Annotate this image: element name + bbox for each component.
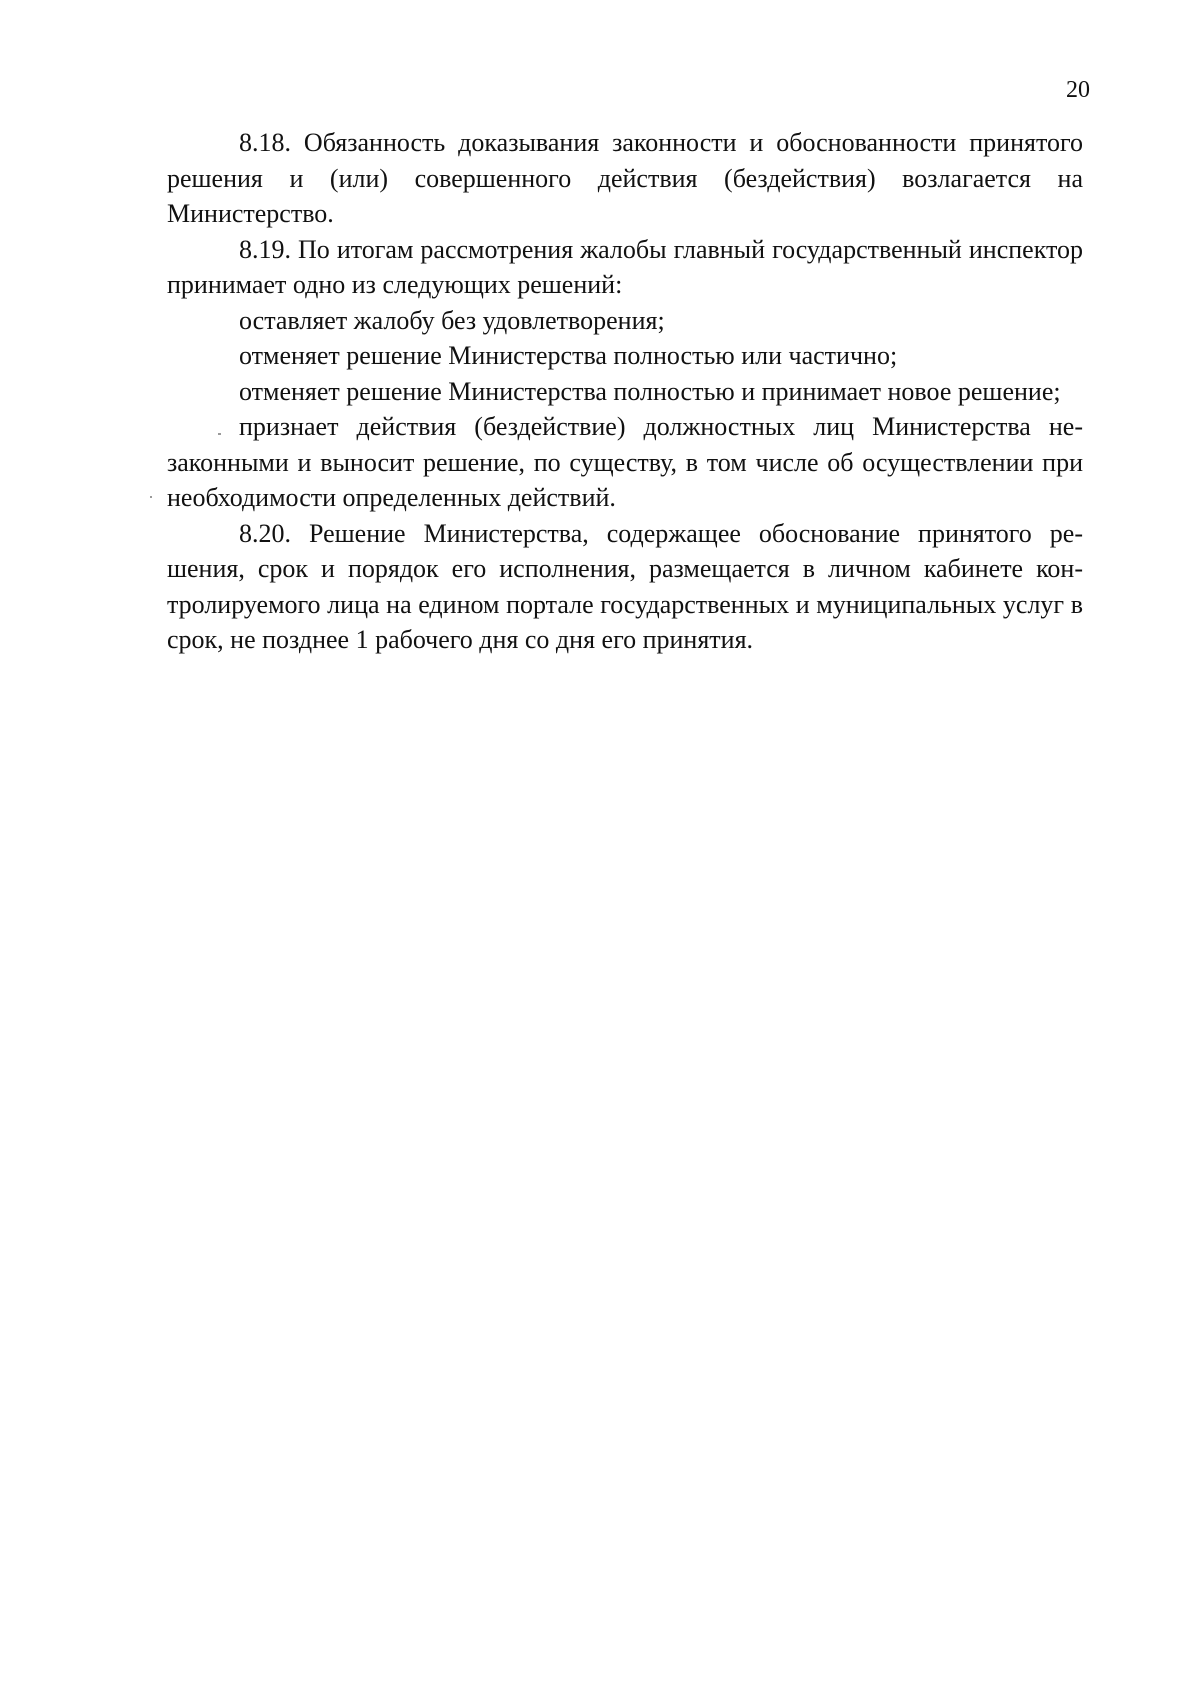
paragraph-8-18: 8.18. Обязанность доказывания законности и обоснованности принятого решения и (или) совершенного действия (бездействия) возлагается на Министерство. (167, 128, 1083, 228)
list-item-cancel-decision: отменяет решение Министерства полностью или частично; (239, 341, 898, 370)
page-number: 20 (1066, 77, 1090, 103)
scan-artifact (218, 433, 221, 435)
paragraph-8-19: 8.19. По итогам рассмотрения жалобы главный государственный инспектор принимает одно из следующих решений: (167, 234, 1083, 299)
list-item-cancel-and-new-decision: отменяет решение Министерства полностью и принимает новое решение; (239, 376, 1061, 406)
scan-artifact (150, 496, 152, 498)
document-body (167, 125, 1083, 658)
list-item-recognize-unlawful: признает действия (бездействие) должностных лиц Министерства незаконными и выносит решение, по существу, в том числе об осуществлении при необходимости определенных действий. (167, 412, 1083, 512)
paragraph-8-20: 8.20. Решение Министерства, содержащее обоснование принятого решения, срок и порядок его исполнения, размещается в личном кабинете контролируемого лица на едином портале государственных и муниципальных услуг в срок, не позднее 1 рабочего дня со дня его принятия. (167, 518, 1083, 654)
list-item-reject-complaint: оставляет жалобу без удовлетворения; (239, 305, 665, 335)
